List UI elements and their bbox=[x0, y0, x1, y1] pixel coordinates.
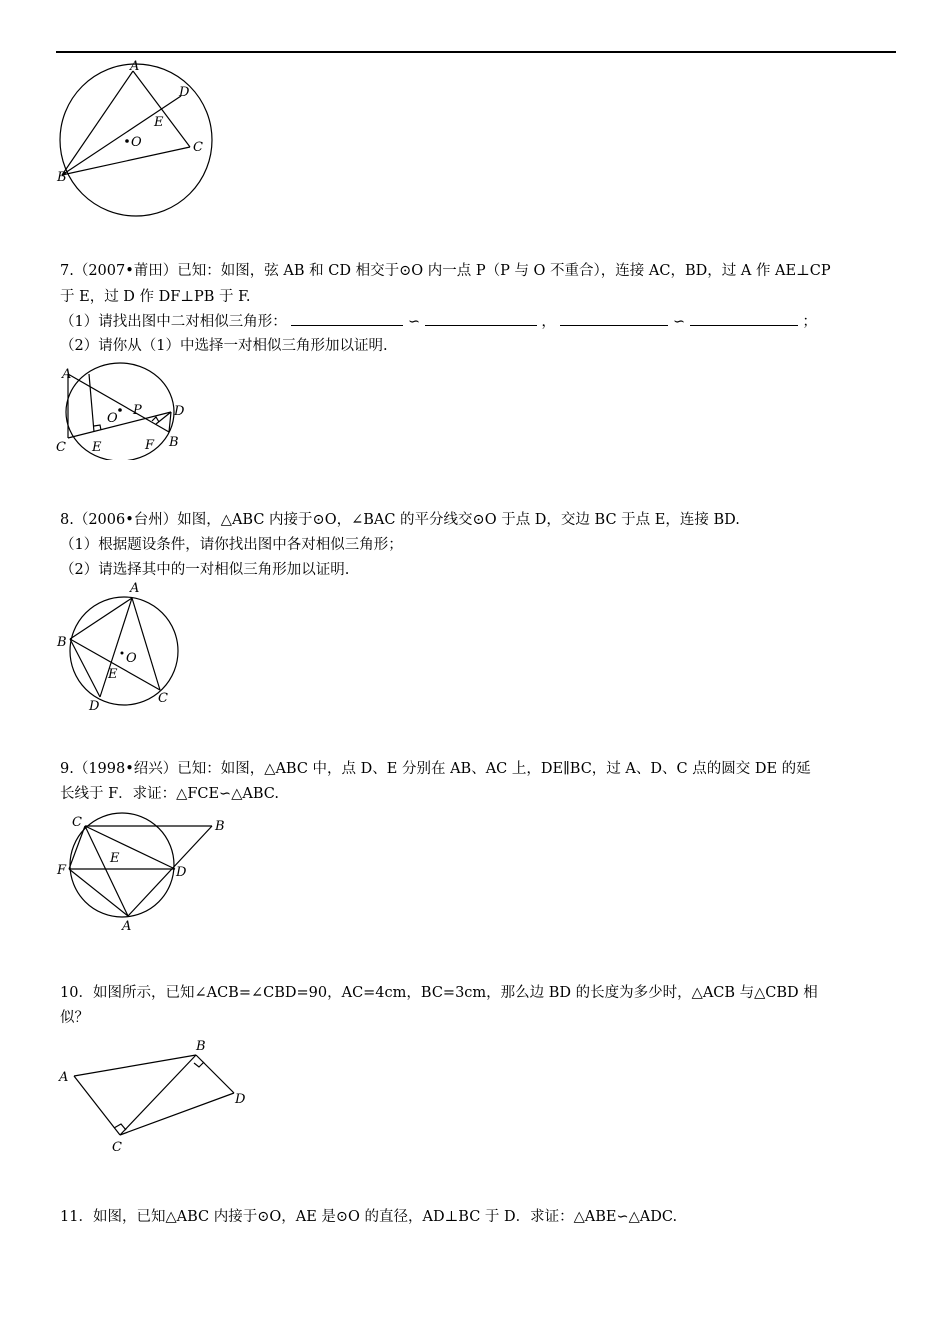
fig9-segment-ba bbox=[128, 826, 212, 916]
problem-10-text-line2: 似？ bbox=[60, 1010, 89, 1026]
figure-problem-9 bbox=[52, 810, 232, 934]
fig10-label-a: A bbox=[59, 1070, 69, 1085]
answer-blank-4[interactable] bbox=[690, 313, 798, 326]
fig9-segment-ca bbox=[85, 826, 128, 916]
fig6-label-c: C bbox=[193, 140, 203, 155]
end-semicolon: ； bbox=[802, 314, 817, 330]
fig7-label-b: B bbox=[169, 435, 179, 450]
fig6-segment-bd bbox=[62, 96, 181, 175]
fig9-label-e: E bbox=[110, 851, 120, 866]
fig6-label-o: O bbox=[131, 135, 142, 150]
fig8-label-c: C bbox=[158, 691, 168, 706]
fig8-label-e: E bbox=[108, 667, 118, 682]
fig7-segment-ab bbox=[68, 374, 169, 432]
fig10-segment-ab bbox=[74, 1055, 196, 1076]
fig7-segment-cd bbox=[68, 412, 171, 438]
answer-blank-3[interactable] bbox=[560, 313, 668, 326]
fig8-label-a: A bbox=[130, 581, 140, 596]
problem-9-text-line1: 9.（1998•绍兴）已知：如图，△ABC 中，点 D、E 分别在 AB、AC 上，DE∥BC，过 A、D、C 点的圆交 DE 的延 bbox=[60, 761, 811, 777]
problem-9-text-line2: 长线于 F．求证：△FCE∽△ABC. bbox=[60, 786, 279, 802]
problem-7-text-line1: 7.（2007•莆田）已知：如图，弦 AB 和 CD 相交于⊙O 内一点 P（P 与 O 不重合），连接 AC，BD，过 A 作 AE⊥CP bbox=[60, 263, 831, 279]
fig7-label-c: C bbox=[56, 440, 66, 455]
fig10-segment-cb bbox=[120, 1055, 196, 1135]
fig7-label-e: E bbox=[92, 440, 102, 455]
fig7-label-o: O bbox=[107, 411, 118, 426]
fig10-segment-ac bbox=[74, 1076, 120, 1135]
problem-7-text-line2: 于 E，过 D 作 DF⊥PB 于 F. bbox=[60, 289, 251, 305]
similar-symbol-1: ∽ bbox=[407, 314, 421, 330]
fig7-label-d: D bbox=[174, 404, 185, 419]
fig8-label-o: O bbox=[126, 651, 137, 666]
fig6-segment-bc bbox=[62, 147, 190, 175]
fig7-center-dot bbox=[118, 408, 122, 412]
fig10-right-angle-b bbox=[194, 1062, 204, 1067]
problem-8-question-2: （2）请选择其中的一对相似三角形加以证明. bbox=[60, 562, 350, 578]
fig6-label-b: B bbox=[57, 170, 67, 185]
fig7-label-f: F bbox=[145, 438, 155, 453]
problem-10-text-line1: 10．如图所示，已知∠ACB=∠CBD=90，AC=4cm，BC=3cm，那么边 BD 的长度为多少时，△ACB 与△CBD 相 bbox=[60, 985, 818, 1001]
fig10-label-d: D bbox=[235, 1092, 246, 1107]
similar-symbol-2: ∽ bbox=[673, 314, 686, 330]
fig8-circle bbox=[70, 597, 178, 705]
figure-problem-6 bbox=[50, 58, 220, 218]
fig6-center-dot bbox=[125, 139, 129, 143]
fig8-center-dot bbox=[121, 652, 124, 655]
fig10-segment-bd bbox=[196, 1055, 234, 1093]
answer-blank-2[interactable] bbox=[425, 313, 537, 326]
figure-problem-7 bbox=[52, 360, 192, 460]
fig8-label-d: D bbox=[89, 699, 100, 714]
fig9-segment-cd bbox=[85, 826, 175, 869]
problem-8-text-line1: 8.（2006•台州）如图，△ABC 内接于⊙O，∠BAC 的平分线交⊙O 于点 D，交边 BC 于点 E，连接 BD. bbox=[60, 512, 740, 528]
fig9-label-b: B bbox=[215, 819, 225, 834]
fig10-segment-cd bbox=[120, 1093, 234, 1135]
fig9-segment-fc bbox=[69, 826, 85, 869]
fig7-right-angle-e bbox=[94, 425, 101, 430]
separator-comma: ， bbox=[541, 314, 556, 330]
problem-7-question-2: （2）请你从（1）中选择一对相似三角形加以证明. bbox=[60, 338, 388, 354]
fig10-label-c: C bbox=[112, 1140, 122, 1155]
figure-problem-10 bbox=[52, 1035, 252, 1160]
fig7-segment-ae bbox=[89, 374, 94, 432]
fig8-label-b: B bbox=[57, 635, 67, 650]
problem-7-question-1 bbox=[60, 309, 817, 335]
fig6-segment-ab bbox=[62, 71, 133, 175]
figure-problem-8 bbox=[52, 578, 182, 718]
problem-11-text-line1: 11．如图，已知△ABC 内接于⊙O，AE 是⊙O 的直径，AD⊥BC 于 D．求证：△ABE∽△ADC. bbox=[60, 1209, 678, 1225]
fig8-segment-ab bbox=[70, 598, 132, 639]
fig9-label-a: A bbox=[122, 919, 132, 934]
fig10-label-b: B bbox=[196, 1039, 206, 1054]
fig9-label-d: D bbox=[176, 865, 187, 880]
fig7-right-angle-f bbox=[152, 417, 159, 422]
fig9-label-c: C bbox=[72, 815, 82, 830]
fig7-label-a: A bbox=[62, 367, 72, 382]
fig9-label-f: F bbox=[57, 863, 67, 878]
fig6-label-d: D bbox=[179, 85, 190, 100]
header-rule bbox=[56, 51, 896, 53]
problem-8-question-1: （1）根据题设条件，请你找出图中各对相似三角形； bbox=[60, 537, 403, 553]
fig6-label-a: A bbox=[130, 59, 140, 74]
q1-prefix: （1）请找出图中二对相似三角形： bbox=[60, 314, 287, 330]
fig8-segment-ad bbox=[100, 598, 132, 697]
fig6-label-e: E bbox=[154, 115, 164, 130]
answer-blank-1[interactable] bbox=[291, 313, 403, 326]
fig7-label-p: P bbox=[133, 403, 142, 418]
